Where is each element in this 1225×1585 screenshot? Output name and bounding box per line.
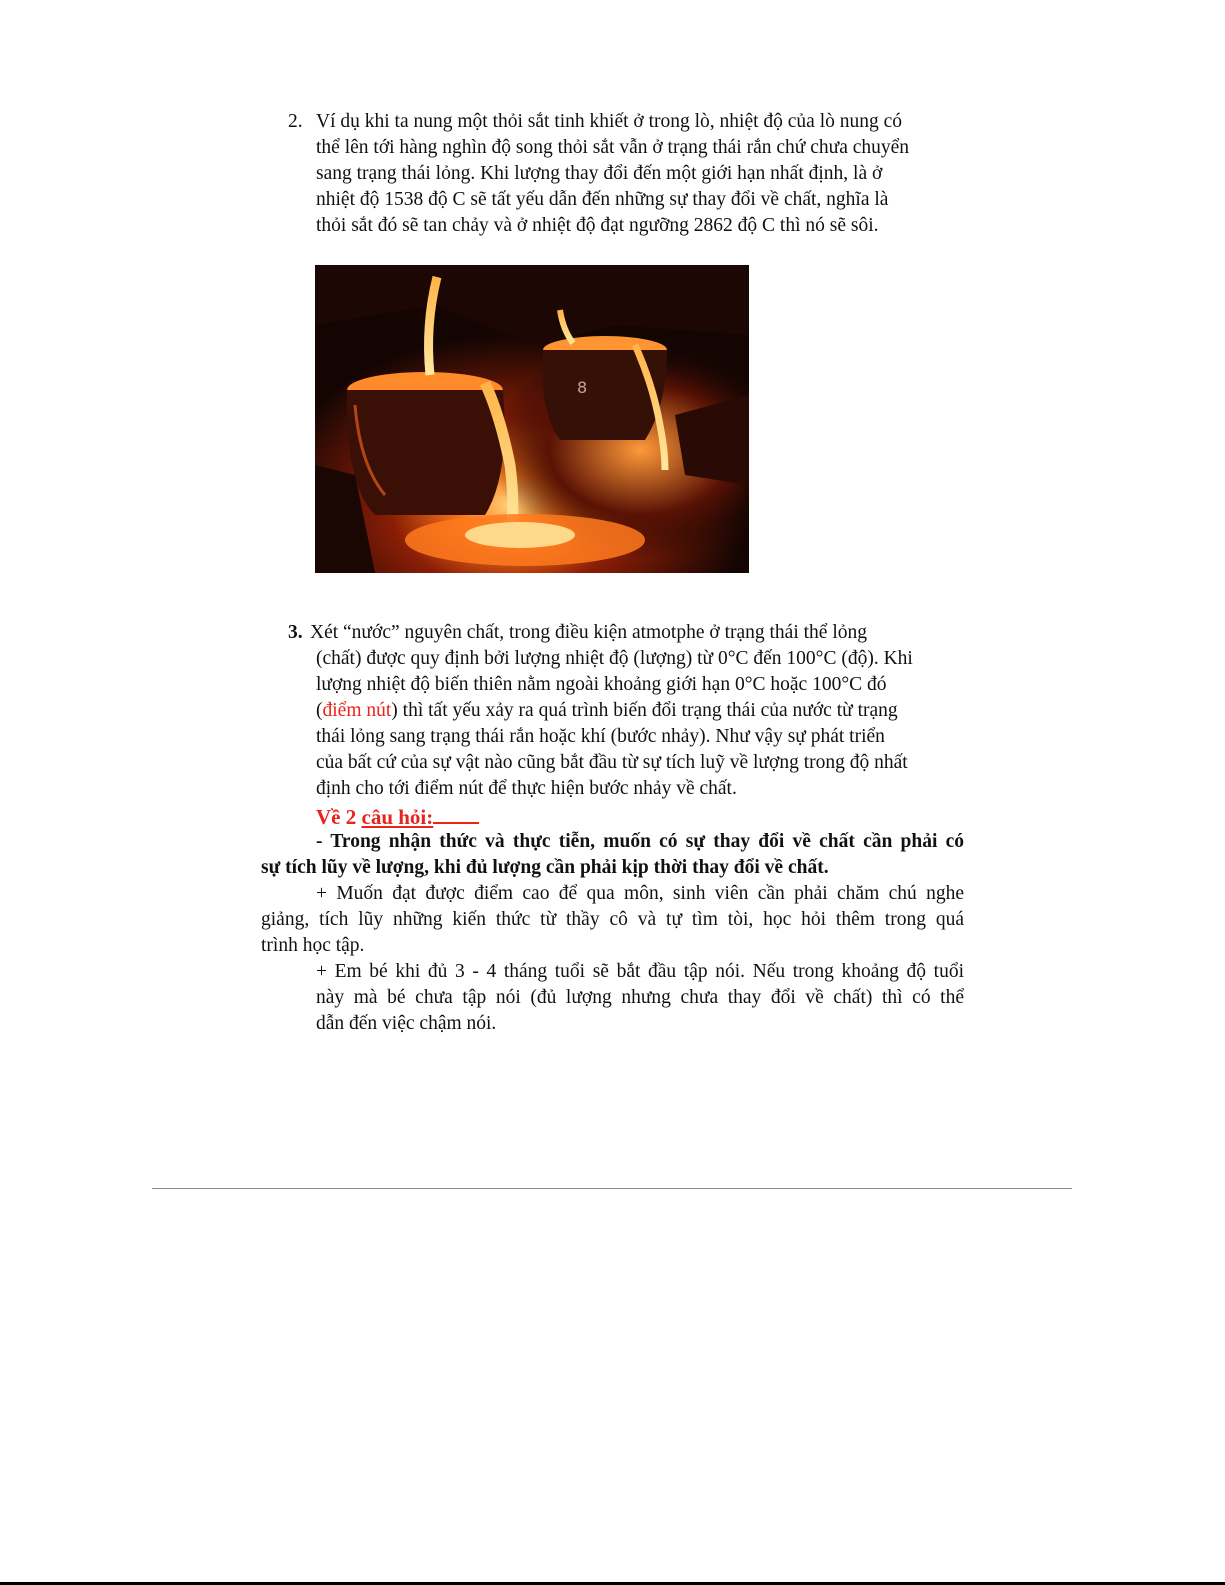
item-3-number: 3. <box>288 622 303 643</box>
item-2-line-5: thỏi sắt đó sẽ tan chảy và ở nhiệt độ đạt ngưỡng 2862 độ C thì nó sẽ sôi. <box>316 215 879 236</box>
section-heading <box>316 802 479 830</box>
item-2-line-4: nhiệt độ 1538 độ C sẽ tất yếu dẫn đến những sự thay đổi về chất, nghĩa là <box>316 189 889 210</box>
paren-open: ( <box>316 700 323 721</box>
item-3-line-5: thái lỏng sang trạng thái rắn hoặc khí (bước nhảy). Như vậy sự phát triển <box>316 726 885 747</box>
item-3-line-4 <box>316 698 898 724</box>
heading-underlined: câu hỏi: <box>361 805 434 829</box>
molten-iron-photo <box>315 265 749 573</box>
diem-nut-highlight: điểm nút <box>322 700 392 721</box>
item-3-line-6: của bất cứ của sự vật nào cũng bắt đầu từ sự tích luỹ về lượng trong độ nhất <box>316 752 908 773</box>
item-3-line-2: (chất) được quy định bởi lượng nhiệt độ (lượng) từ 0°C đến 100°C (độ). Khi <box>316 648 913 669</box>
item-3-line-3: lượng nhiệt độ biến thiên nằm ngoài khoảng giới hạn 0°C hoặc 100°C đó <box>316 674 887 695</box>
page-divider <box>152 1188 1072 1189</box>
para-b-line-2: này mà bé chưa tập nói (đủ lượng nhưng chưa thay đổi về chất) thì có thể <box>316 987 964 1008</box>
bold-para-line-2: sự tích lũy về lượng, khi đủ lượng cần phải kịp thời thay đổi về chất. <box>261 857 829 878</box>
para-a-line-2: giảng, tích lũy những kiến thức từ thầy cô và tự tìm tòi, học hỏi thêm trong quá <box>261 909 964 930</box>
heading-underline-extension <box>433 802 479 824</box>
bold-para-line-1: - Trong nhận thức và thực tiễn, muốn có sự thay đổi về chất cần phải có <box>316 831 964 852</box>
item-3-line-1: Xét “nước” nguyên chất, trong điều kiện atmotphe ở trạng thái thể lỏng <box>310 622 867 643</box>
item-2-line-3: sang trạng thái lỏng. Khi lượng thay đổi đến một giới hạn nhất định, là ở <box>316 163 883 184</box>
item-3-line-4-rest: ) thì tất yếu xảy ra quá trình biến đổi trạng thái của nước từ trạng <box>391 700 898 721</box>
para-a-line-1: + Muốn đạt được điểm cao để qua môn, sinh viên cần phải chăm chú nghe <box>316 883 964 904</box>
para-b-line-3: dẫn đến việc chậm nói. <box>316 1013 497 1034</box>
para-a-line-3: trình học tập. <box>261 935 365 956</box>
item-3-line-7: định cho tới điểm nút để thực hiện bước nhảy về chất. <box>316 778 737 799</box>
item-2-number: 2. <box>288 111 303 132</box>
para-b-line-1: + Em bé khi đủ 3 - 4 tháng tuổi sẽ bắt đầu tập nói. Nếu trong khoảng độ tuổi <box>316 961 964 982</box>
svg-text:8: 8 <box>577 378 588 397</box>
heading-prefix: Về 2 <box>316 805 362 829</box>
item-2-line-1: Ví dụ khi ta nung một thỏi sắt tinh khiết ở trong lò, nhiệt độ của lò nung có <box>316 111 903 132</box>
item-2-line-2: thể lên tới hàng nghìn độ song thỏi sắt vẫn ở trạng thái rắn chứ chưa chuyển <box>316 137 910 158</box>
